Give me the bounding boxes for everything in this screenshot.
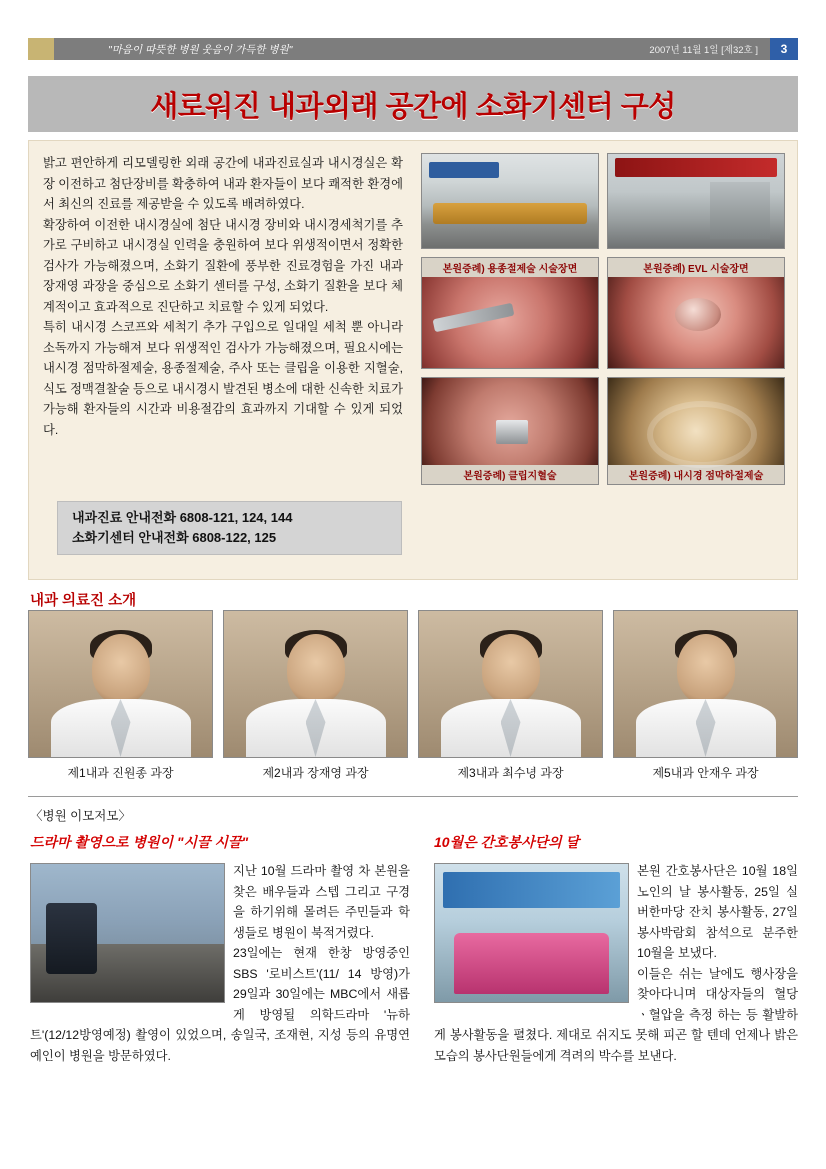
doctor-card [613,610,798,781]
lab-coat-shape [441,699,581,757]
masthead-gold-block [28,38,54,60]
doctor-caption: 제1내과 진원종 과장 [67,766,174,780]
article-panel [28,140,798,580]
face-shape [482,634,540,704]
article-paragraph: 확장하여 이전한 내시경실에 첨단 내시경 장비와 내시경세척기를 추가로 구비하고 내시경실 인력을 충원하여 보다 위생적이면서 정확한 검사가 가능해졌으며, 소화기 질환에 풍부한 진료경험을 가진 내과 장재영 과장을 중심으로 소화기 센터를 구성, 소화기 질환을 보다 체계적이고 효과적으로 진단하고 치료할 수 있게 되었다. [43,217,403,314]
bottom-section-label: 〈병원 이모저모〉 [30,809,131,823]
bottom-left-title: 드라마 촬영으로 병원이 "시끌 시끌" [30,834,249,850]
bottom-right-column [434,832,798,1066]
lobby-photo [421,153,599,249]
page-title: 새로워진 내과외래 공간에 소화기센터 구성 [150,90,676,123]
lab-coat-shape [246,699,386,757]
article-body [43,153,403,440]
story-paragraph: 23일에는 현재 한창 방영중인 SBS '로비스트'(11/ 14 방영)가 29일과 30일에는 MBC에서 새롭게 방영될 의학드라마 '뉴하트'(12/12방영예정) 촬영이 있었으며, 송일국, 조재현, 지성 등의 유명연예인이 병원을 방문하였다. [30,946,410,1063]
polypectomy-photo [421,257,599,369]
headline-band [28,76,798,132]
evl-caption: 본원증례) EVL 시술장면 [608,258,784,277]
doctors-row [28,610,798,781]
drama-shoot-photo [30,863,225,1003]
volunteer-group-photo [434,863,629,1003]
lab-coat-shape [636,699,776,757]
section-divider [28,796,798,797]
story-paragraph: 이들은 쉬는 날에도 행사장을 찾아다니며 대상자들의 혈당ㆍ혈압을 측정 하는 등 활발하게 봉사활동을 펼쳤다. 제대로 쉬지도 못해 피곤 할 텐데 언제나 밝은 모습의 봉사단원들에게 격려의 박수를 보낸다. [434,966,798,1063]
page-number-badge: 3 [770,38,798,60]
doctor-card [418,610,603,781]
doctor-card [223,610,408,781]
masthead-slogan-bar [54,38,770,60]
doctor-photo [28,610,213,758]
lab-coat-shape [51,699,191,757]
story-paragraph: 본원 간호봉사단은 10월 18일 노인의 날 봉사활동, 25일 실버한마당 잔치 봉사활동, 27일 봉사박람회 참석으로 분주한 10월을 보냈다. [637,864,798,960]
photo-row-1 [421,153,785,249]
bottom-right-title: 10월은 간호봉사단의 달 [434,834,580,850]
masthead-slogan: "마음이 따뜻한 병원 웃음이 가득한 병원" [108,43,293,56]
clip-hemostasis-caption: 본원증례) 클립지혈술 [422,465,598,484]
face-shape [287,634,345,704]
doctor-photo [613,610,798,758]
doctor-caption: 제5내과 안재우 과장 [652,766,759,780]
emr-caption: 본원증례) 내시경 점막하절제술 [608,465,784,484]
doctor-card [28,610,213,781]
article-paragraph: 특히 내시경 스코프와 세척기 추가 구입으로 일대일 세척 뿐 아니라 소독까지 가능해져 보다 위생적인 검사가 가능해졌으며, 필요시에는 내시경 점막하절제술, 용종절제술, 주사 또는 클립을 이용한 지혈술, 식도 정맥결찰술 등으로 내시경시 발견된 병소에 대한 신속한 치료가 가능해 환자들의 시간과 비용절감의 효과까지 기대할 수 있게 되었다. [43,320,403,437]
doctor-caption: 제2내과 장재영 과장 [262,766,369,780]
doctor-caption: 제3내과 최수녕 과장 [457,766,564,780]
article-paragraph: 밝고 편안하게 리모델링한 외래 공간에 내과진료실과 내시경실은 확장 이전하고 첨단장비를 확충하여 내과 환자들이 보다 쾌적한 환경에서 최신의 진료를 제공받을 수 있도록 배려하였다. [43,156,403,211]
photo-row-2 [421,257,785,369]
doctor-photo [418,610,603,758]
phone-line-internal-medicine: 내과진료 안내전화 6808-121, 124, 144 [72,510,293,525]
doctors-section-title: 내과 의료진 소개 [30,593,137,609]
bottom-left-column [30,832,410,1066]
masthead-date: 2007년 11월 1일 [제32호 ] [649,45,758,56]
evl-photo [607,257,785,369]
photo-grid [421,153,785,493]
masthead [28,38,798,60]
contact-phone-box [57,501,402,555]
face-shape [92,634,150,704]
face-shape [677,634,735,704]
doctor-photo [223,610,408,758]
polypectomy-caption: 본원증례) 용종절제술 시술장면 [422,258,598,277]
corridor-photo [607,153,785,249]
phone-line-gi-center: 소화기센터 안내전화 6808-122, 125 [72,530,277,545]
story-paragraph: 지난 10월 드라마 촬영 차 본원을 찾은 배우들과 스텝 그리고 구경을 하기위해 몰려든 주민들과 학생들로 병원이 북적거렸다. [233,864,410,940]
clip-hemostasis-photo [421,377,599,485]
emr-photo [607,377,785,485]
photo-row-3 [421,377,785,485]
